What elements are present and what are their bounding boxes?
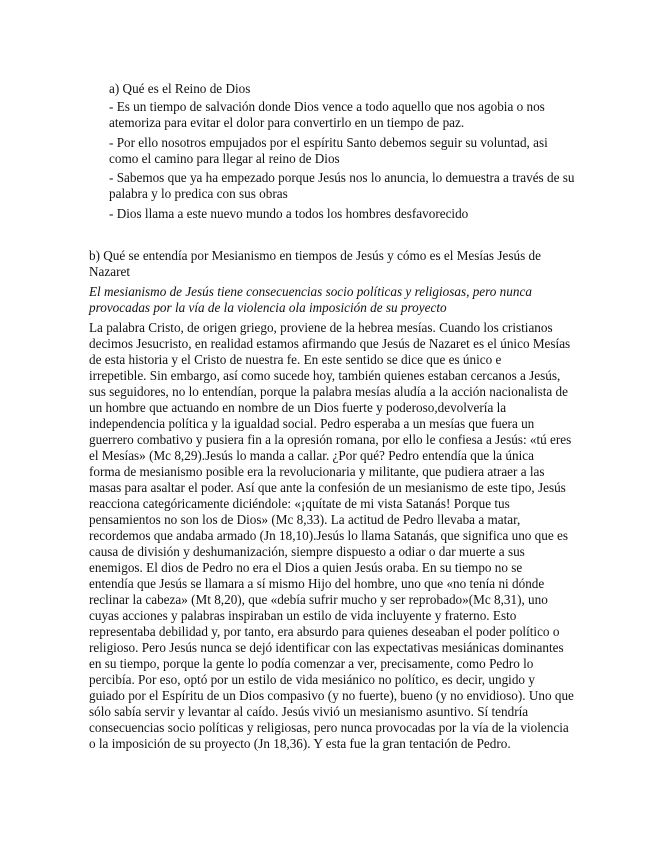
bullet-3-line-2: palabra y lo predica con sus obras (109, 186, 288, 201)
italic-summary-line-1: El mesianismo de Jesús tiene consecuencias socio políticas y religiosas, pero nunca (89, 284, 532, 299)
bullet-1-line-1: - Es un tiempo de salvación donde Dios vence a todo aquello que nos agobia o nos (109, 99, 545, 114)
body-line: un hombre que actuando en nombre de un Dios fuerte y poderoso,devolvería la (89, 400, 507, 415)
body-line: cuyas acciones y palabras inspiraban un estilo de vida incluyente y fraterno. Esto (89, 608, 517, 623)
body-line: La palabra Cristo, de origen griego, proviene de la hebrea mesías. Cuando los cristianos (89, 320, 553, 335)
bullet-2-line-1: - Por ello nosotros empujados por el espíritu Santo debemos seguir su voluntad, asi (109, 135, 548, 150)
body-line: representaba debilidad y, por tanto, era absurdo para quienes deseaban el poder político o (89, 624, 560, 639)
italic-summary-line-2: provocadas por la vía de la violencia ola imposición de su proyecto (89, 300, 447, 315)
body-line: enemigos. El dios de Pedro no era el Dios a quien Jesús oraba. En su tiempo no se (89, 560, 523, 575)
bullet-3-line-1: - Sabemos que ya ha empezado porque Jesús nos lo anuncia, lo demuestra a través de su (109, 170, 575, 185)
body-line: sólo sabía servir y levantar al caído. Jesús vivió un mesianismo asuntivo. Sí tendría (89, 704, 529, 719)
section-a-heading: a) Qué es el Reino de Dios (109, 81, 251, 96)
body-line: forma de mesianismo posible era la revolucionaria y militante, que pudiera atraer a las (89, 464, 545, 479)
body-line: percibía. Por eso, optó por un estilo de vida mesiánico no político, es decir, ungido y (89, 672, 535, 687)
body-line: reacciona categóricamente diciéndole: «¡quítate de mi vista Satanás! Porque tus (89, 496, 510, 511)
body-line: recordemos que andaba armado (Jn 18,10).Jesús lo llama Satanás, que significa uno que es (89, 528, 569, 543)
body-line: guiado por el Espíritu de un Dios compasivo (y no fuerte), bueno (y no envidioso). Uno que (89, 688, 574, 703)
body-line: o la imposición de su proyecto (Jn 18,36). Y esta fue la gran tentación de Pedro. (89, 736, 511, 751)
body-line: decimos Jesucristo, en realidad estamos afirmando que Jesús de Nazaret es el único Mesías (89, 336, 571, 351)
bullet-2-line-2: como el camino para llegar al reino de Dios (109, 151, 340, 166)
section-b-heading-line-2: Nazaret (89, 264, 130, 279)
body-line: consecuencias socio políticas y religiosas, pero nunca provocadas por la vía de la violencia (89, 720, 569, 735)
body-line: reclinar la cabeza» (Mt 8,20), que «debía sufrir mucho y ser reprobado»(Mc 8,31), uno (89, 592, 548, 607)
body-line: independencia política y la igualdad social. Pedro esperaba a un mesías que fuera un (89, 416, 535, 431)
body-line: en su tiempo, porque la gente lo podía comenzar a ver, precisamente, como Pedro lo (89, 656, 534, 671)
body-line: irrepetible. Sin embargo, así como sucede hoy, también quienes estaban cercanos a Jesús, (89, 368, 561, 383)
body-line: de esta historia y el Cristo de nuestra fe. En este sentido se dice que es único e (89, 352, 502, 367)
body-line: guerrero combativo y pusiera fin a la opresión romana, por ello le confiesa a Jesús: «tú eres (89, 432, 572, 447)
body-line: pensamientos no son los de Dios» (Mc 8,33). La actitud de Pedro llevaba a matar, (89, 512, 521, 527)
body-line: causa de división y deshumanización, siempre dispuesto a odiar o dar muerte a sus (89, 544, 525, 559)
body-line: sus seguidores, no lo entendían, porque la palabra mesías aludía a la acción nacionalista de (89, 384, 568, 399)
body-line: entendía que Jesús se llamara a sí mismo Hijo del hombre, uno que «no tenía ni dónde (89, 576, 545, 591)
bullet-4-line-1: - Dios llama a este nuevo mundo a todos los hombres desfavorecido (109, 206, 469, 221)
body-line: masas para asaltar el poder. Así que ante la confesión de un mesianismo de este tipo, Jesús (89, 480, 566, 495)
bullet-1-line-2: atemoriza para evitar el dolor para convertirlo en un tiempo de paz. (109, 115, 465, 130)
section-b-heading-line-1: b) Qué se entendía por Mesianismo en tiempos de Jesús y cómo es el Mesías Jesús de (89, 248, 541, 263)
body-line: religioso. Pero Jesús nunca se dejó identificar con las expectativas mesiánicas dominantes (89, 640, 564, 655)
body-line: el Mesías» (Mc 8,29).Jesús lo manda a callar. ¿Por qué? Pedro entendía que la única (89, 448, 534, 463)
